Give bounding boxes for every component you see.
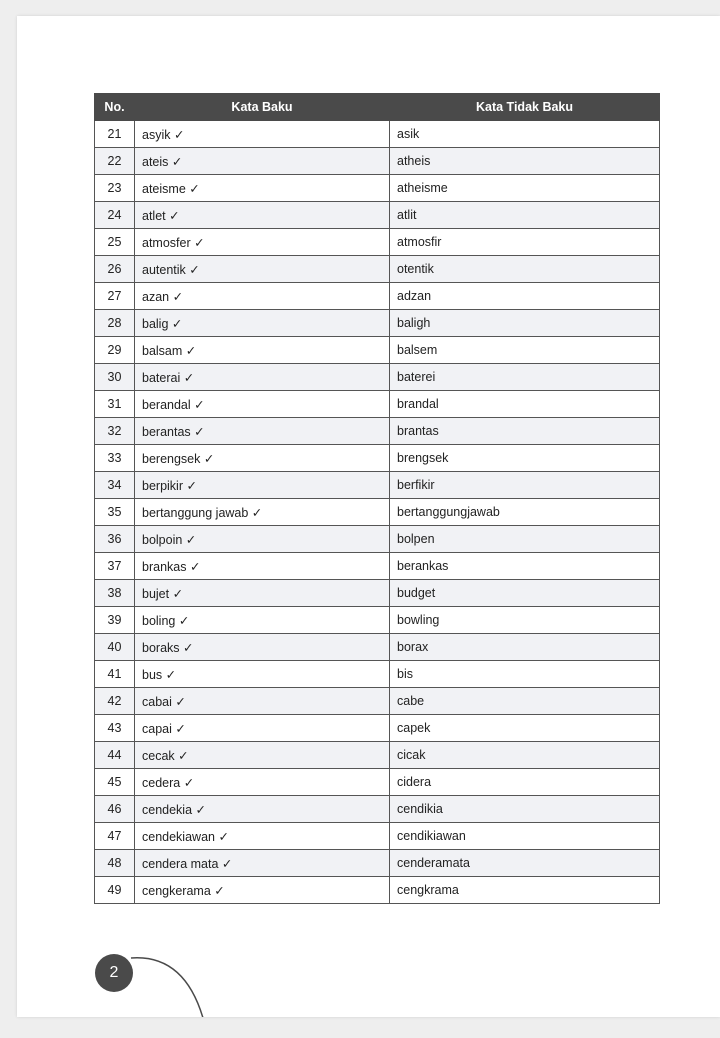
table-row	[95, 796, 660, 823]
kata-baku-cell: atlet ✓	[135, 202, 390, 229]
kata-baku-cell: boling ✓	[135, 607, 390, 634]
header-kata-tidak-baku: Kata Tidak Baku	[390, 94, 660, 121]
kata-baku-cell: ateisme ✓	[135, 175, 390, 202]
row-number: 37	[95, 553, 135, 580]
table-row	[95, 553, 660, 580]
kata-tidak-baku-cell: asik	[390, 121, 660, 148]
row-number: 45	[95, 769, 135, 796]
kata-tidak-baku-cell: bolpen	[390, 526, 660, 553]
kata-baku-cell: balig ✓	[135, 310, 390, 337]
kata-tidak-baku-cell: cendikia	[390, 796, 660, 823]
kata-baku-cell: cengkerama ✓	[135, 877, 390, 904]
kata-tidak-baku-cell: brantas	[390, 418, 660, 445]
kata-tidak-baku-cell: budget	[390, 580, 660, 607]
table-row	[95, 202, 660, 229]
kata-baku-cell: azan ✓	[135, 283, 390, 310]
kata-baku-cell: autentik ✓	[135, 256, 390, 283]
kata-baku-cell: bertanggung jawab ✓	[135, 499, 390, 526]
kata-baku-cell: bolpoin ✓	[135, 526, 390, 553]
table-row	[95, 310, 660, 337]
table-row	[95, 337, 660, 364]
kata-baku-cell: boraks ✓	[135, 634, 390, 661]
table-row	[95, 634, 660, 661]
row-number: 38	[95, 580, 135, 607]
table-row	[95, 607, 660, 634]
row-number: 31	[95, 391, 135, 418]
kata-tidak-baku-cell: cenderamata	[390, 850, 660, 877]
kata-tidak-baku-cell: capek	[390, 715, 660, 742]
kata-tidak-baku-cell: cicak	[390, 742, 660, 769]
document-page	[17, 16, 720, 1017]
row-number: 44	[95, 742, 135, 769]
kata-baku-cell: bujet ✓	[135, 580, 390, 607]
kata-tidak-baku-cell: atheisme	[390, 175, 660, 202]
table-row	[95, 391, 660, 418]
row-number: 41	[95, 661, 135, 688]
header-kata-baku: Kata Baku	[135, 94, 390, 121]
table-row	[95, 769, 660, 796]
kata-baku-cell: cecak ✓	[135, 742, 390, 769]
kata-tidak-baku-cell: baterei	[390, 364, 660, 391]
row-number: 36	[95, 526, 135, 553]
kata-baku-cell: ateis ✓	[135, 148, 390, 175]
row-number: 35	[95, 499, 135, 526]
table-row	[95, 877, 660, 904]
row-number: 26	[95, 256, 135, 283]
kata-baku-cell: berpikir ✓	[135, 472, 390, 499]
row-number: 29	[95, 337, 135, 364]
table-row	[95, 661, 660, 688]
kata-baku-cell: brankas ✓	[135, 553, 390, 580]
kata-tidak-baku-cell: balsem	[390, 337, 660, 364]
kata-tidak-baku-cell: cidera	[390, 769, 660, 796]
kata-tidak-baku-cell: berankas	[390, 553, 660, 580]
table-row	[95, 445, 660, 472]
kata-tidak-baku-cell: berfikir	[390, 472, 660, 499]
kata-tidak-baku-cell: atmosfir	[390, 229, 660, 256]
kata-baku-cell: bus ✓	[135, 661, 390, 688]
kata-baku-cell: balsam ✓	[135, 337, 390, 364]
header-no: No.	[95, 94, 135, 121]
row-number: 27	[95, 283, 135, 310]
row-number: 43	[95, 715, 135, 742]
table-row	[95, 148, 660, 175]
kata-tidak-baku-cell: brandal	[390, 391, 660, 418]
kata-baku-cell: baterai ✓	[135, 364, 390, 391]
row-number: 39	[95, 607, 135, 634]
kata-baku-cell: berandal ✓	[135, 391, 390, 418]
row-number: 33	[95, 445, 135, 472]
table-row	[95, 499, 660, 526]
kata-baku-cell: atmosfer ✓	[135, 229, 390, 256]
row-number: 40	[95, 634, 135, 661]
table-row	[95, 742, 660, 769]
kata-tidak-baku-cell: cengkrama	[390, 877, 660, 904]
row-number: 34	[95, 472, 135, 499]
row-number: 30	[95, 364, 135, 391]
kata-tidak-baku-cell: atlit	[390, 202, 660, 229]
kata-tidak-baku-cell: atheis	[390, 148, 660, 175]
kata-tidak-baku-cell: brengsek	[390, 445, 660, 472]
row-number: 24	[95, 202, 135, 229]
kata-baku-cell: berengsek ✓	[135, 445, 390, 472]
table-row	[95, 175, 660, 202]
row-number: 48	[95, 850, 135, 877]
table-row	[95, 715, 660, 742]
kata-tidak-baku-cell: cendikiawan	[390, 823, 660, 850]
kata-baku-cell: cabai ✓	[135, 688, 390, 715]
kata-tidak-baku-cell: adzan	[390, 283, 660, 310]
table-row	[95, 472, 660, 499]
table-row	[95, 688, 660, 715]
kata-tidak-baku-cell: bowling	[390, 607, 660, 634]
row-number: 46	[95, 796, 135, 823]
kata-tidak-baku-cell: borax	[390, 634, 660, 661]
row-number: 32	[95, 418, 135, 445]
table-row	[95, 580, 660, 607]
kata-baku-cell: capai ✓	[135, 715, 390, 742]
row-number: 22	[95, 148, 135, 175]
kata-tidak-baku-cell: bertanggungjawab	[390, 499, 660, 526]
kata-tidak-baku-cell: bis	[390, 661, 660, 688]
row-number: 28	[95, 310, 135, 337]
row-number: 47	[95, 823, 135, 850]
table-row	[95, 256, 660, 283]
page-number-curve	[129, 956, 219, 1017]
word-table	[94, 93, 660, 904]
row-number: 25	[95, 229, 135, 256]
kata-tidak-baku-cell: otentik	[390, 256, 660, 283]
page-number-badge: 2	[95, 954, 133, 992]
row-number: 42	[95, 688, 135, 715]
table-row	[95, 850, 660, 877]
table-row	[95, 364, 660, 391]
row-number: 49	[95, 877, 135, 904]
kata-baku-cell: cedera ✓	[135, 769, 390, 796]
table-row	[95, 283, 660, 310]
kata-baku-cell: asyik ✓	[135, 121, 390, 148]
kata-baku-cell: cendera mata ✓	[135, 850, 390, 877]
kata-tidak-baku-cell: baligh	[390, 310, 660, 337]
row-number: 21	[95, 121, 135, 148]
kata-baku-cell: berantas ✓	[135, 418, 390, 445]
kata-tidak-baku-cell: cabe	[390, 688, 660, 715]
table-row	[95, 121, 660, 148]
kata-baku-cell: cendekia ✓	[135, 796, 390, 823]
kata-baku-cell: cendekiawan ✓	[135, 823, 390, 850]
table-row	[95, 823, 660, 850]
table-row	[95, 526, 660, 553]
table-row	[95, 229, 660, 256]
table-row	[95, 418, 660, 445]
table-body	[95, 121, 660, 904]
table-header-row	[95, 94, 660, 121]
row-number: 23	[95, 175, 135, 202]
